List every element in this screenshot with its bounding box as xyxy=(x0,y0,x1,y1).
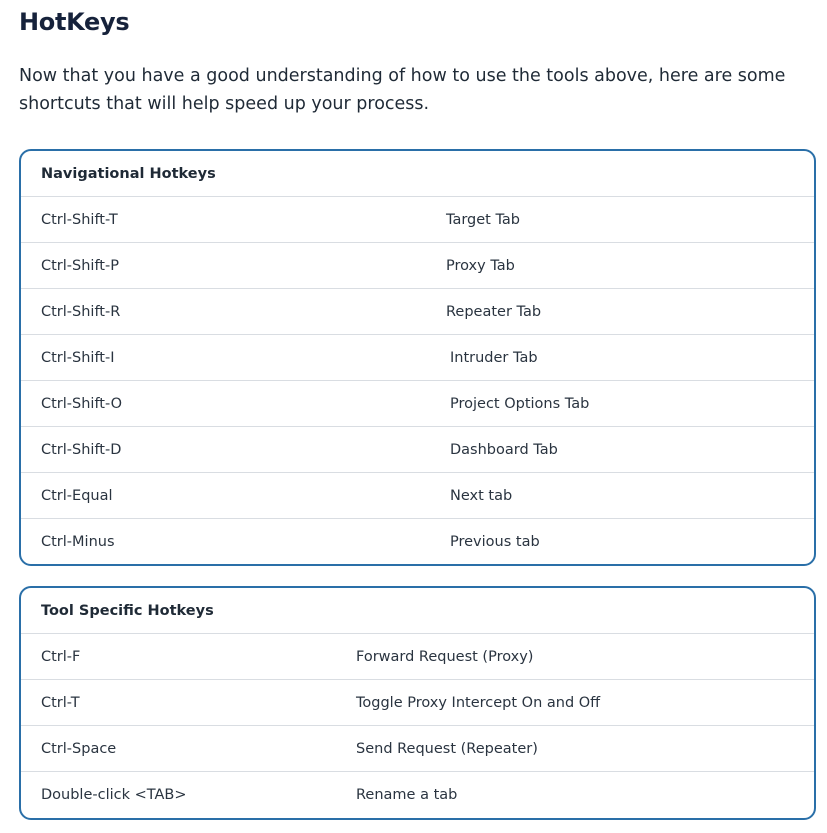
hotkey-cell: Ctrl-Space xyxy=(41,740,117,757)
table-row xyxy=(21,427,814,473)
action-cell: Project Options Tab xyxy=(450,395,590,412)
intro-paragraph: Now that you have a good understanding of how to use the tools above, here are some shortcuts that will help speed up your process. xyxy=(19,66,786,114)
action-cell: Previous tab xyxy=(450,534,540,550)
table-row xyxy=(21,473,814,519)
page-title: HotKeys xyxy=(19,8,130,36)
table-header: Tool Specific Hotkeys xyxy=(21,588,814,634)
navigational-hotkeys-table xyxy=(19,149,816,566)
hotkey-cell: Ctrl-Shift-R xyxy=(41,303,121,320)
hotkey-cell: Ctrl-Minus xyxy=(41,534,115,550)
action-cell: Repeater Tab xyxy=(446,303,542,320)
action-cell: Rename a tab xyxy=(356,787,458,803)
hotkey-cell: Ctrl-Shift-I xyxy=(41,349,115,366)
action-cell: Send Request (Repeater) xyxy=(356,740,538,757)
table-header: Navigational Hotkeys xyxy=(21,151,814,197)
action-cell: Toggle Proxy Intercept On and Off xyxy=(356,694,601,711)
hotkey-cell: Double-click <TAB> xyxy=(41,787,187,803)
action-cell: Dashboard Tab xyxy=(450,441,558,458)
action-cell: Forward Request (Proxy) xyxy=(356,648,534,665)
table-row xyxy=(21,335,814,381)
action-cell: Next tab xyxy=(450,487,513,504)
table-row xyxy=(21,680,814,726)
hotkey-cell: Ctrl-F xyxy=(41,648,81,665)
hotkey-cell: Ctrl-Shift-P xyxy=(41,257,119,274)
table-row xyxy=(21,772,814,818)
tool-specific-hotkeys-table xyxy=(19,586,816,820)
hotkey-cell: Ctrl-Shift-O xyxy=(41,395,123,412)
hotkey-cell: Ctrl-Shift-T xyxy=(41,211,118,228)
action-cell: Proxy Tab xyxy=(446,257,515,274)
action-cell: Intruder Tab xyxy=(450,349,538,366)
table-row xyxy=(21,634,814,680)
hotkey-cell: Ctrl-Equal xyxy=(41,487,113,504)
table-row xyxy=(21,197,814,243)
table-row xyxy=(21,289,814,335)
hotkey-cell: Ctrl-Shift-D xyxy=(41,441,122,458)
table-row xyxy=(21,243,814,289)
hotkey-cell: Ctrl-T xyxy=(41,694,80,711)
table-row xyxy=(21,381,814,427)
action-cell: Target Tab xyxy=(446,211,521,228)
table-row xyxy=(21,726,814,772)
table-row xyxy=(21,519,814,565)
